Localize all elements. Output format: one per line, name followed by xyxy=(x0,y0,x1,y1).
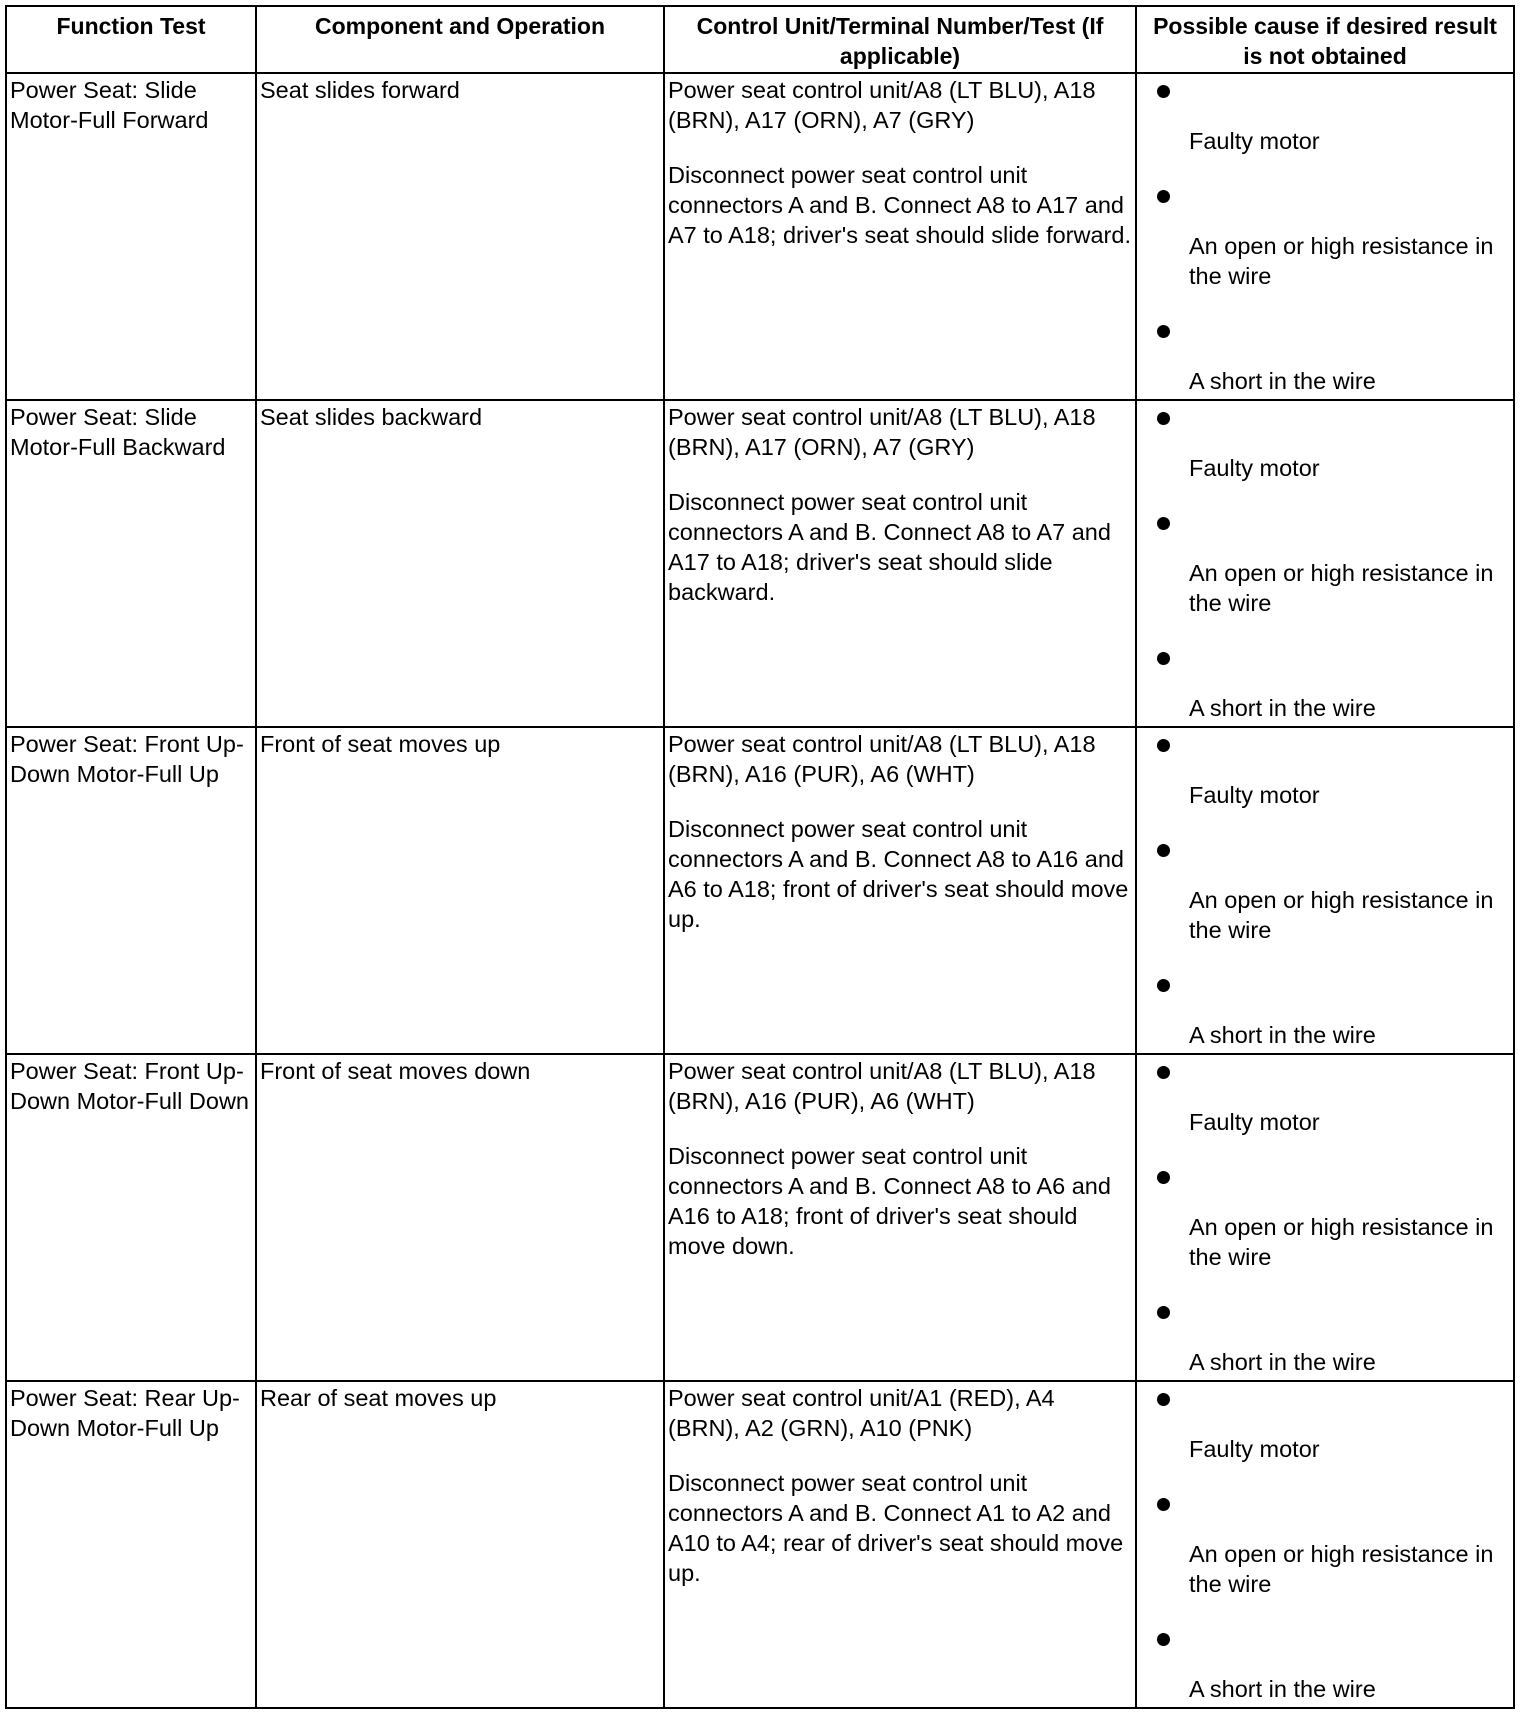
cause-cell xyxy=(1136,400,1514,727)
cause-text: Faulty motor xyxy=(1189,782,1320,808)
terminal-cell xyxy=(664,1381,1136,1708)
bullet-icon xyxy=(1157,325,1170,338)
function-text: Power Seat: Slide Motor-Full Forward xyxy=(10,77,209,133)
terminal-cell xyxy=(664,1054,1136,1381)
bullet-icon xyxy=(1157,190,1170,203)
bullet-icon xyxy=(1157,739,1170,752)
cause-text: An open or high resistance in the wire xyxy=(1189,1214,1494,1270)
cause-text: A short in the wire xyxy=(1189,368,1376,394)
terminal-cell xyxy=(664,400,1136,727)
cause-text: Faulty motor xyxy=(1189,455,1320,481)
cause-cell xyxy=(1136,727,1514,1054)
function-text: Power Seat: Rear Up-Down Motor-Full Up xyxy=(10,1385,240,1441)
operation-cell xyxy=(256,727,664,1054)
cause-text: Faulty motor xyxy=(1189,1436,1320,1462)
terminal-text: Power seat control unit/A8 (LT BLU), A18 (BRN), A17 (ORN), A7 (GRY) xyxy=(668,404,1096,460)
cause-text: An open or high resistance in the wire xyxy=(1189,887,1494,943)
terminal-text: Power seat control unit/A1 (RED), A4 (BRN), A2 (GRN), A10 (PNK) xyxy=(668,1385,1055,1441)
operation-cell xyxy=(256,1381,664,1708)
bullet-icon xyxy=(1157,1066,1170,1079)
function-cell xyxy=(6,1381,256,1708)
cause-text: An open or high resistance in the wire xyxy=(1189,1541,1494,1597)
cause-text: Faulty motor xyxy=(1189,1109,1320,1135)
bullet-icon xyxy=(1157,844,1170,857)
operation-cell xyxy=(256,1054,664,1381)
operation-text: Seat slides forward xyxy=(260,77,460,103)
cause-text: A short in the wire xyxy=(1189,1349,1376,1375)
cause-list xyxy=(1137,1055,1513,1380)
table-row xyxy=(6,73,1514,400)
cause-text: A short in the wire xyxy=(1189,695,1376,721)
cause-list xyxy=(1137,74,1513,399)
test-procedure-text: Disconnect power seat control unit connectors A and B. Connect A8 to A17 and A7 to A18; driver's seat should slide forward. xyxy=(668,162,1131,248)
cause-text: Faulty motor xyxy=(1189,128,1320,154)
table-row xyxy=(6,400,1514,727)
function-text: Power Seat: Front Up-Down Motor-Full Up xyxy=(10,731,244,787)
terminal-text: Power seat control unit/A8 (LT BLU), A18 (BRN), A17 (ORN), A7 (GRY) xyxy=(668,77,1096,133)
header-control-unit-terminal: Control Unit/Terminal Number/Test (If applicable) xyxy=(664,6,1136,73)
test-procedure-text: Disconnect power seat control unit connectors A and B. Connect A8 to A6 and A16 to A18; front of driver's seat should move down. xyxy=(668,1143,1111,1259)
test-procedure-text: Disconnect power seat control unit connectors A and B. Connect A1 to A2 and A10 to A4; rear of driver's seat should move up. xyxy=(668,1470,1124,1586)
diagnostic-table xyxy=(5,5,1515,1709)
bullet-icon xyxy=(1157,1498,1170,1511)
cause-list xyxy=(1137,401,1513,726)
header-row xyxy=(6,6,1514,73)
test-procedure-text: Disconnect power seat control unit connectors A and B. Connect A8 to A7 and A17 to A18; driver's seat should slide backward. xyxy=(668,489,1111,605)
header-component-operation: Component and Operation xyxy=(256,6,664,73)
function-cell xyxy=(6,400,256,727)
cause-list xyxy=(1137,728,1513,1053)
header-function-test: Function Test xyxy=(6,6,256,73)
function-cell xyxy=(6,73,256,400)
test-procedure-text: Disconnect power seat control unit connectors A and B. Connect A8 to A16 and A6 to A18; front of driver's seat should move up. xyxy=(668,816,1129,932)
bullet-icon xyxy=(1157,85,1170,98)
bullet-icon xyxy=(1157,1633,1170,1646)
function-cell xyxy=(6,727,256,1054)
function-text: Power Seat: Slide Motor-Full Backward xyxy=(10,404,226,460)
cause-text: A short in the wire xyxy=(1189,1022,1376,1048)
table-row xyxy=(6,727,1514,1054)
cause-list xyxy=(1137,1382,1513,1707)
bullet-icon xyxy=(1157,412,1170,425)
cause-cell xyxy=(1136,1054,1514,1381)
operation-text: Front of seat moves down xyxy=(260,1058,531,1084)
terminal-text: Power seat control unit/A8 (LT BLU), A18 (BRN), A16 (PUR), A6 (WHT) xyxy=(668,731,1096,787)
bullet-icon xyxy=(1157,1171,1170,1184)
function-cell xyxy=(6,1054,256,1381)
cause-cell xyxy=(1136,1381,1514,1708)
header-possible-cause: Possible cause if desired result is not obtained xyxy=(1136,6,1514,73)
operation-text: Front of seat moves up xyxy=(260,731,501,757)
bullet-icon xyxy=(1157,652,1170,665)
table-row xyxy=(6,1054,1514,1381)
cause-text: An open or high resistance in the wire xyxy=(1189,560,1494,616)
table-row xyxy=(6,1381,1514,1708)
bullet-icon xyxy=(1157,1306,1170,1319)
terminal-text: Power seat control unit/A8 (LT BLU), A18 (BRN), A16 (PUR), A6 (WHT) xyxy=(668,1058,1096,1114)
function-text: Power Seat: Front Up-Down Motor-Full Down xyxy=(10,1058,249,1114)
bullet-icon xyxy=(1157,979,1170,992)
cause-text: A short in the wire xyxy=(1189,1676,1376,1702)
cause-text: An open or high resistance in the wire xyxy=(1189,233,1494,289)
bullet-icon xyxy=(1157,517,1170,530)
operation-text: Rear of seat moves up xyxy=(260,1385,497,1411)
terminal-cell xyxy=(664,727,1136,1054)
bullet-icon xyxy=(1157,1393,1170,1406)
terminal-cell xyxy=(664,73,1136,400)
operation-cell xyxy=(256,400,664,727)
operation-cell xyxy=(256,73,664,400)
cause-cell xyxy=(1136,73,1514,400)
operation-text: Seat slides backward xyxy=(260,404,483,430)
